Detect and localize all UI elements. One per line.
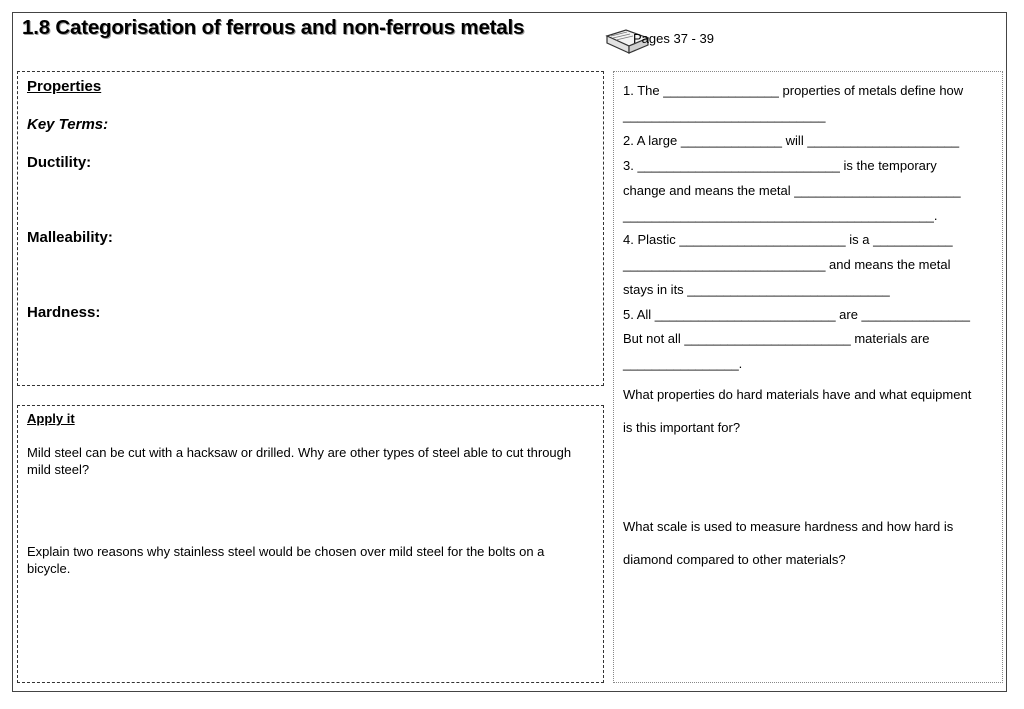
apply-it-heading: Apply it (27, 411, 75, 426)
fill-line-7: 4. Plastic _______________________ is a ___________ (623, 232, 953, 247)
fill-line-10: 5. All _________________________ are _______________ (623, 307, 971, 322)
scale-question-line-1: What scale is used to measure hardness and how hard is (623, 519, 954, 534)
term-ductility: Ductility: (27, 154, 92, 171)
hardness-question-line-2: is this important for? (623, 420, 741, 435)
fill-line-2: ____________________________ (623, 108, 826, 123)
fill-line-6: ___________________________________________. (623, 208, 938, 223)
properties-panel (17, 71, 604, 386)
apply-question-2: Explain two reasons why stainless steel would be chosen over mild steel for the bolts on a bicycle. (27, 544, 545, 576)
fill-line-4: 3. ____________________________ is the temporary (623, 158, 937, 173)
fill-line-12: ________________. (623, 356, 743, 371)
properties-heading: Properties (27, 78, 102, 95)
hardness-question-line-1: What properties do hard materials have and what equipment (623, 387, 972, 402)
apply-it-panel (17, 405, 604, 683)
fill-line-5: change and means the metal _______________________ (623, 183, 961, 198)
scale-question-line-2: diamond compared to other materials? (623, 552, 846, 567)
pages-reference: Pages 37 - 39 (633, 31, 714, 46)
fill-line-11: But not all _______________________ materials are (623, 331, 930, 346)
fill-line-8: ____________________________ and means the metal (623, 257, 951, 272)
term-malleability: Malleability: (27, 229, 113, 246)
page-title: 1.8 Categorisation of ferrous and non-ferrous metals (22, 16, 525, 39)
fill-line-3: 2. A large ______________ will _____________________ (623, 133, 960, 148)
fill-line-1: 1. The ________________ properties of metals define how (623, 83, 964, 98)
key-terms-label: Key Terms: (27, 116, 109, 133)
questions-panel (613, 71, 1003, 683)
term-hardness: Hardness: (27, 304, 101, 321)
apply-question-1: Mild steel can be cut with a hacksaw or drilled. Why are other types of steel able to cut through mild steel? (27, 445, 572, 477)
fill-line-9: stays in its ____________________________ (623, 282, 890, 297)
